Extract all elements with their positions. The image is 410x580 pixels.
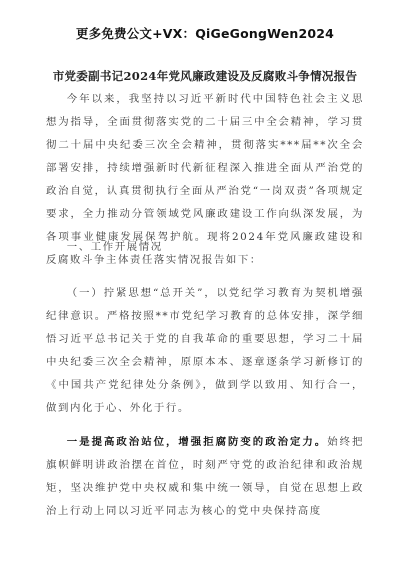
document-title: 市党委副书记2024年党风廉政建设及反腐败斗争情况报告 xyxy=(52,69,358,83)
intro-paragraph: 今年以来，我坚持以习近平新时代中国特色社会主义思想为指导，全面贯彻落实党的二十届三中全会精神，学习贯彻二十届中央纪委三次全会精神，贯彻落实***届**次全会部署安排，持续增强新时代新征程深入推进全面从严治党的政治自觉，认真贯彻执行全面从严治党“一岗双责”各项规定要求，全力推动分管领域党风廉政建设工作向纵深发展，为各项事业健康发展保驾护航。现将2024年党风廉政建设和反腐败斗争主体责任落实情况报告如下： xyxy=(46,93,364,266)
paragraph-body: 始终把旗帜鲜明讲政治摆在首位，时刻严守党的政治纪律和政治规矩，坚决维护党中央权威和集中统一领导，自觉在思想上政治上行动上同以习近平同志为核心的党中央保持高度 xyxy=(46,436,364,517)
subsection-paragraph-2 xyxy=(46,431,364,523)
promo-banner: 更多免费公文+VX：QiGeGongWen2024 xyxy=(75,26,335,41)
subsection-paragraph-1: （一）拧紧思想“总开关”，以党纪学习教育为契机增强纪律意识。严格按照**市党纪学习教育的总体安排，深学细悟习近平总书记关于党的自我革命的重要思想，学习二十届中央纪委三次全会精神，原原本本、逐章逐条学习新修订的《中国共产党纪律处分条例》，做到学以致用、知行合一，做到内化于心、外化于行。 xyxy=(46,287,364,414)
section-heading: 一、工作开展情况 xyxy=(66,241,163,253)
paragraph-lead-bold: 一是提高政治站位，增强拒腐防变的政治定力。 xyxy=(66,436,328,448)
